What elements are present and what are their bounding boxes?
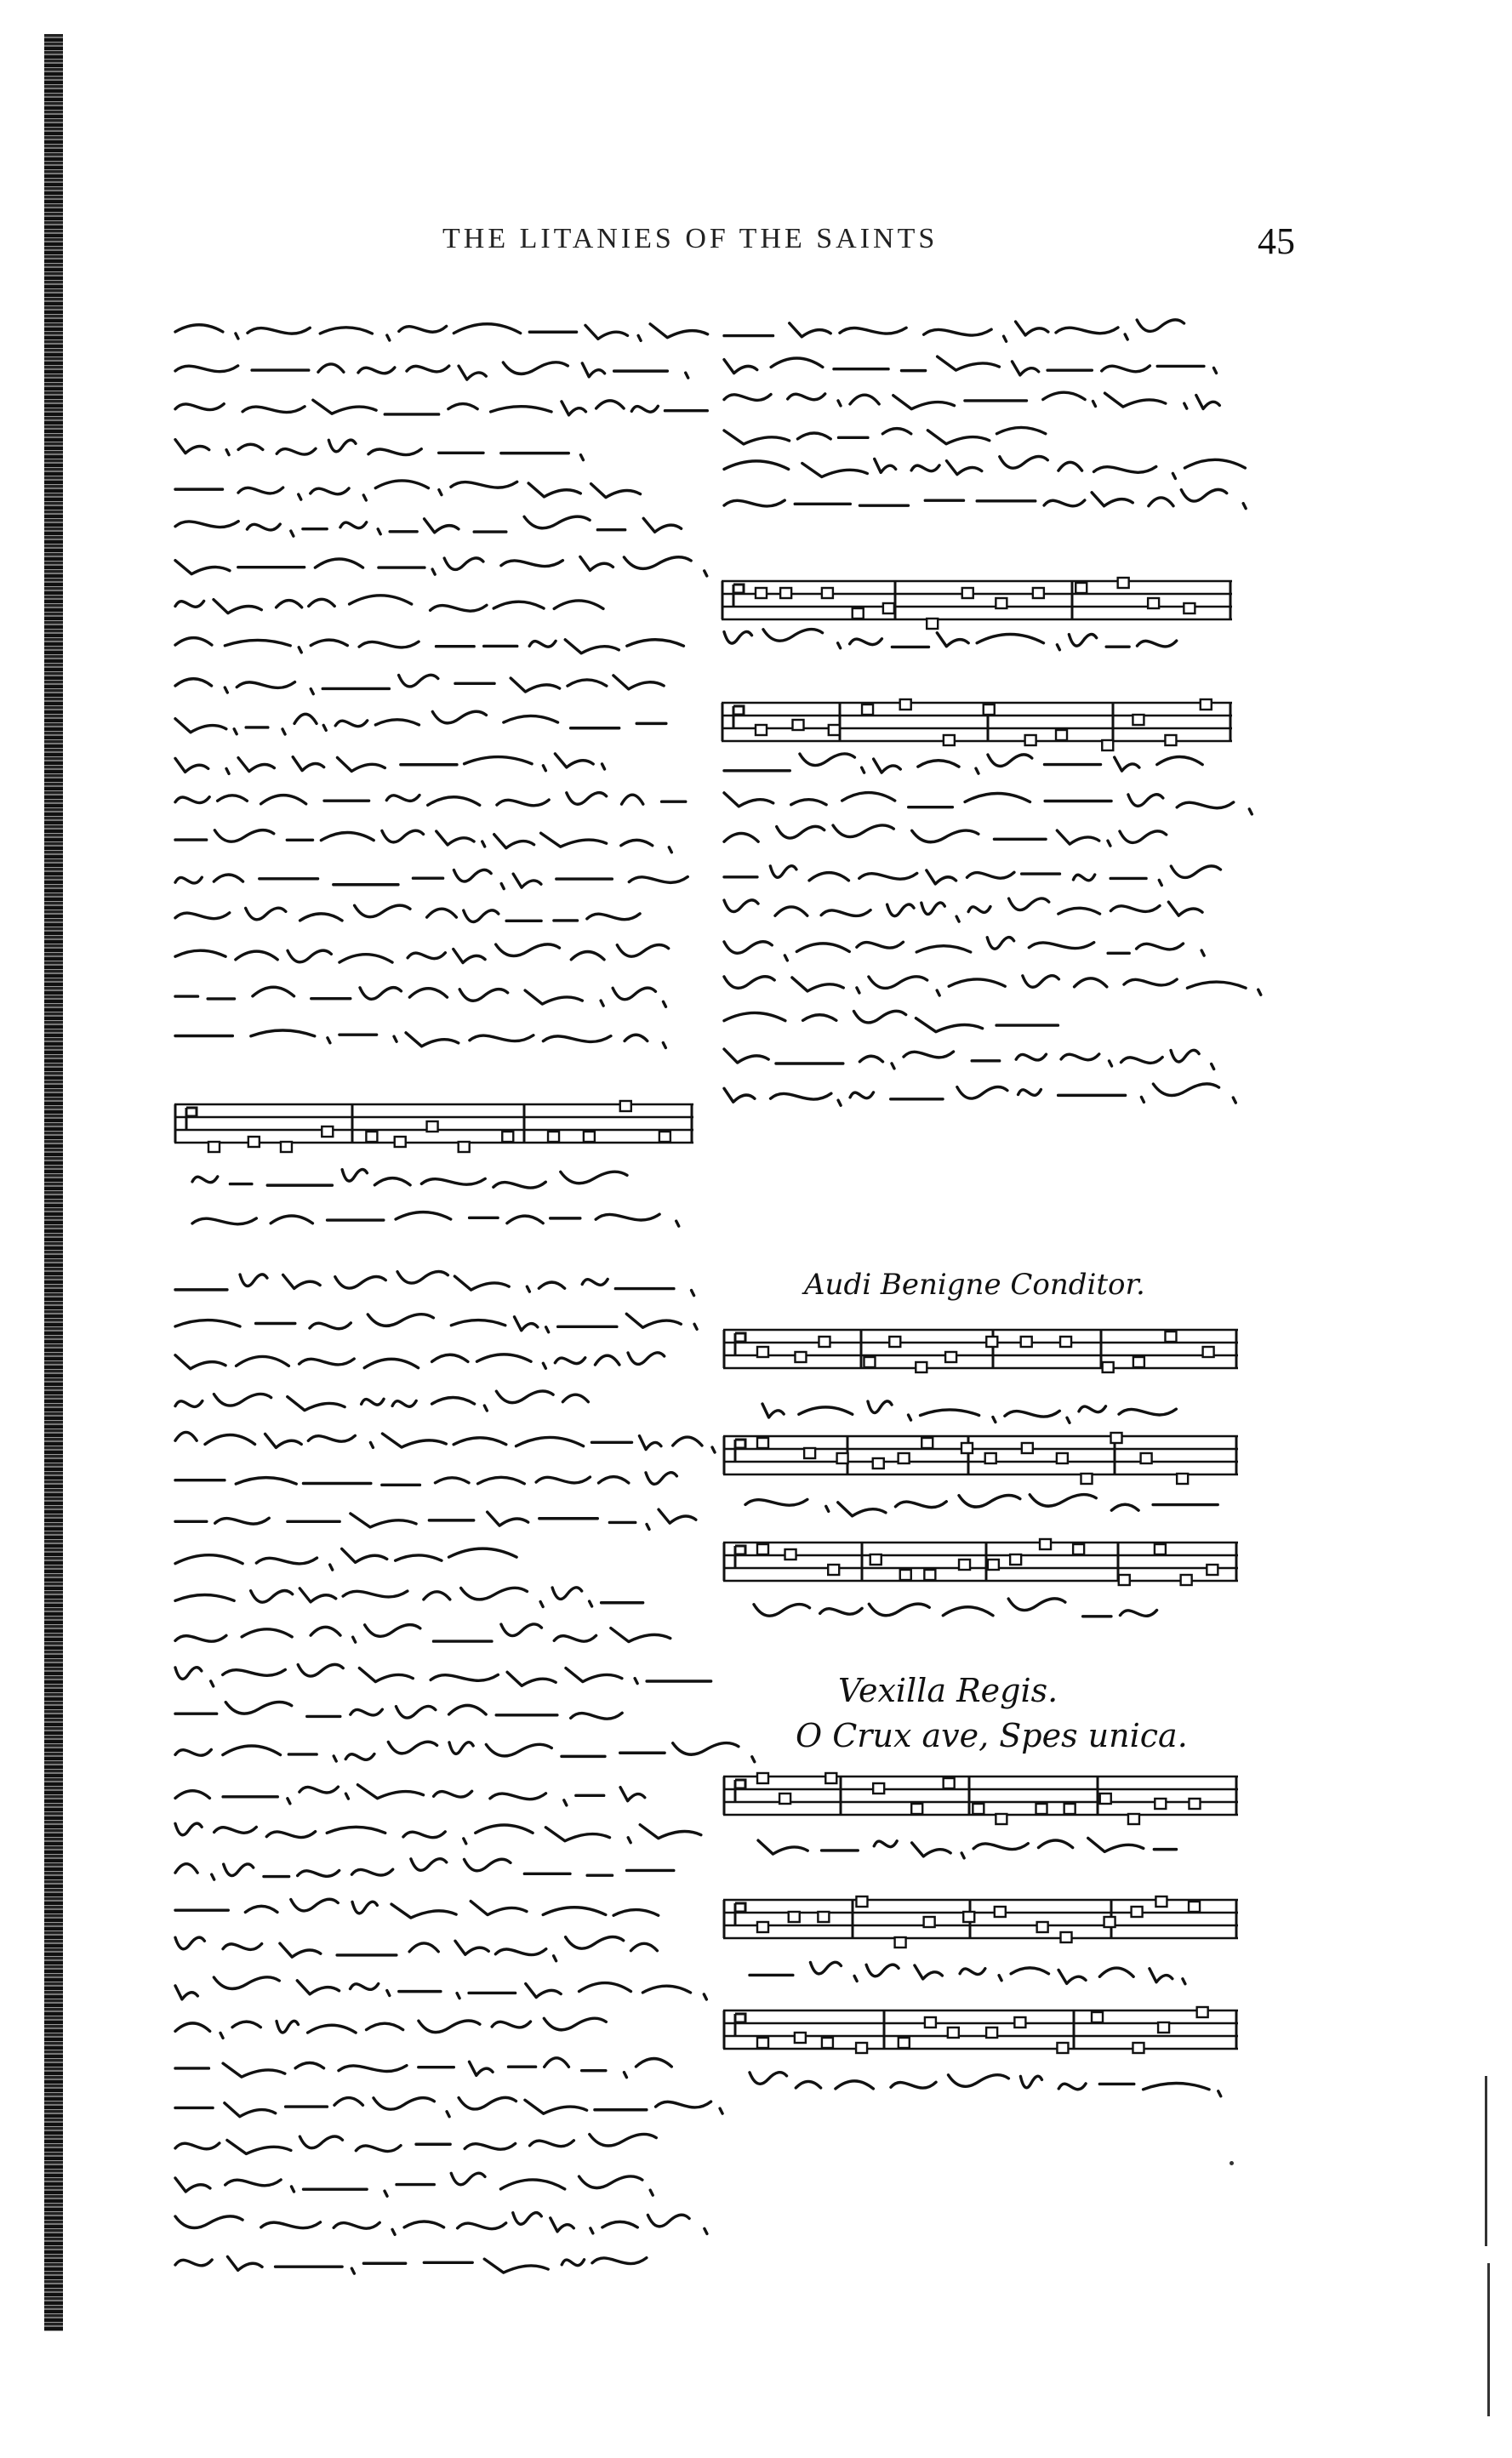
stray-dot [1230,2161,1234,2165]
chant-staff [723,1536,1238,1595]
shorthand-block-left-bottom [170,1268,715,2297]
right-edge-mark [1485,2076,1487,2246]
shorthand-block-left-top [170,315,715,1081]
shorthand-underlay [740,1489,1234,1536]
chant-staff [174,1098,693,1157]
shorthand-block-right-top [719,315,1264,536]
chant-staff [723,2004,1238,2063]
chant-staff [723,1770,1238,1829]
running-title: THE LITANIES OF THE SAINTS [442,223,939,254]
shorthand-underlay [745,2067,1238,2114]
shorthand-underlay [745,1957,1221,2004]
chant-staff [723,1893,1238,1953]
shorthand-underlay [753,1829,1230,1876]
chant-staff [722,574,1232,634]
book-spine-edge [44,34,63,2331]
shorthand-block-right-mid [719,749,1264,1123]
shorthand-underlay [749,1595,1242,1642]
chant-staff [722,696,1232,756]
shorthand-underlay [187,1166,681,1259]
hymn-title: Vexilla Regis. [838,1672,1058,1709]
right-edge-mark [1487,2263,1490,2416]
chant-staff [723,1323,1238,1383]
hymn-title: Audi Benigne Conditor. [804,1268,1145,1302]
chant-staff [723,1429,1238,1489]
hymn-subtitle: O Crux ave, Spes unica. [796,1717,1188,1754]
page-number: 45 [1258,220,1295,262]
